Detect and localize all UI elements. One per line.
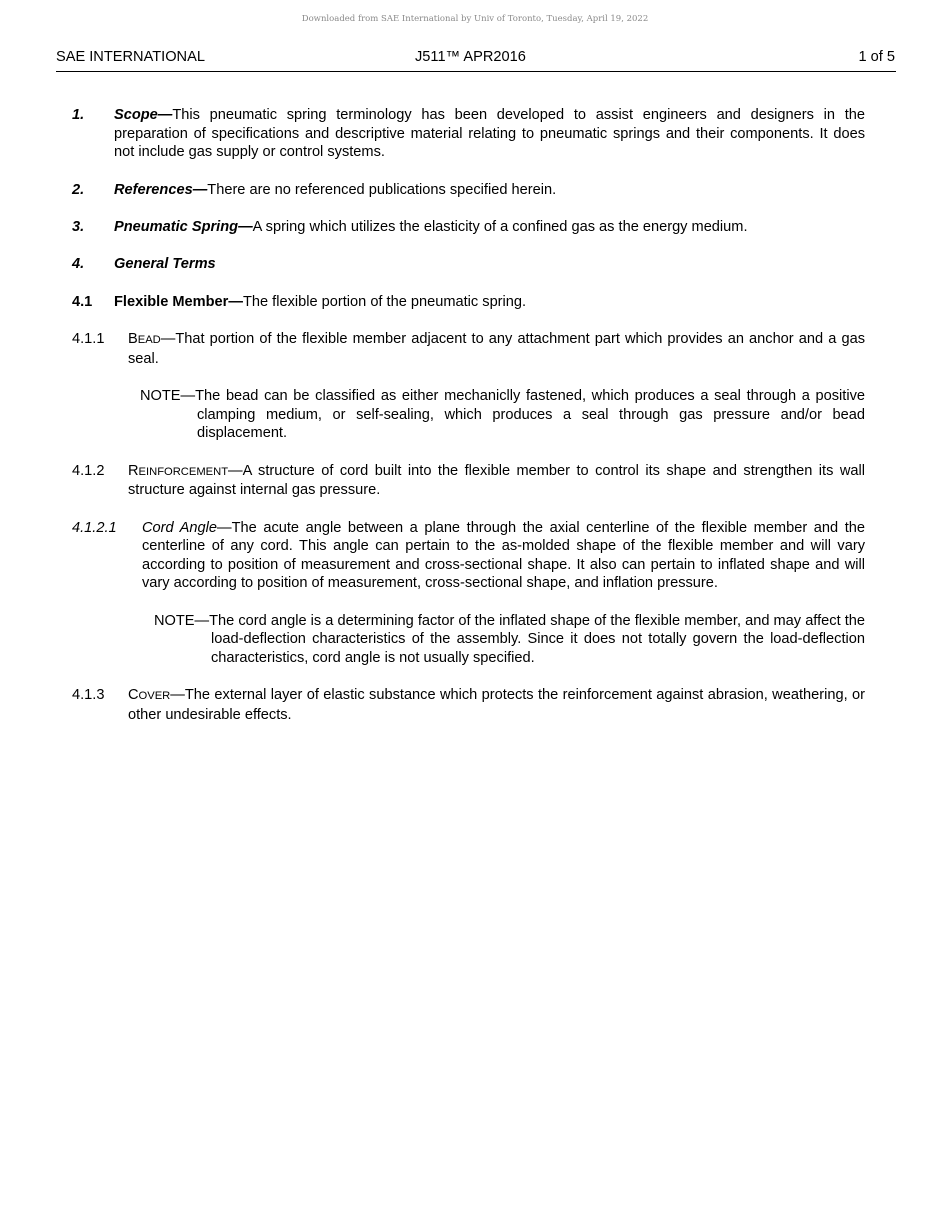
term-initial: C bbox=[128, 687, 139, 704]
term-initial: B bbox=[128, 331, 138, 348]
header-document-id: J511™ APR2016 bbox=[415, 49, 526, 65]
section-number: 2. bbox=[72, 181, 85, 198]
section-number: 4. bbox=[72, 256, 85, 273]
section-number: 4.1.2.1 bbox=[72, 519, 117, 536]
section-body bbox=[114, 218, 865, 237]
term-rest: EAD bbox=[137, 334, 161, 347]
section-text: The flexible portion of the pneumatic spring. bbox=[242, 293, 527, 310]
section-body bbox=[114, 255, 865, 274]
section-references bbox=[72, 181, 865, 200]
section-body bbox=[142, 519, 865, 593]
section-body bbox=[114, 106, 865, 162]
section-text: —The external layer of elastic substance which protects the reinforcement against abrasion, weathering, or other undesirable effects. bbox=[128, 687, 865, 724]
page-header bbox=[56, 48, 896, 72]
section-body bbox=[128, 330, 865, 368]
section-cord-angle bbox=[72, 519, 865, 593]
section-scope bbox=[72, 106, 865, 162]
section-title: Cord Angle bbox=[142, 519, 217, 536]
section-flexible-member bbox=[72, 293, 865, 312]
section-number: 4.1.2 bbox=[72, 462, 105, 479]
section-text: A spring which utilizes the elasticity of a confined gas as the energy medium. bbox=[252, 218, 748, 235]
section-body bbox=[128, 462, 865, 500]
section-text: This pneumatic spring terminology has been developed to assist engineers and designers in the preparation of specifications and descriptive material relating to pneumatic springs and their components. It does not include gas supply or control systems. bbox=[114, 107, 865, 161]
term-rest: OVER bbox=[138, 690, 171, 703]
section-text: —A structure of cord built into the flexible member to control its shape and strengthen its wall structure against internal gas pressure. bbox=[128, 462, 865, 499]
section-number: 3. bbox=[72, 218, 85, 235]
section-title: Scope— bbox=[114, 107, 173, 123]
note-bead: NOTE—The bead can be classified as either mechaniclly fastened, which produces a seal through a positive clamping medium, or self-sealing, which produces a seal through gas pressure and/or bead displacement. bbox=[140, 388, 865, 442]
section-text: —The acute angle between a plane through the axial centerline of the flexible member and the centerline of any cord. This angle can pertain to the as-molded shape of the flexible member and will vary according to position of measurement and cross-sectional shape. It also can pertain to inflated shape and will vary according to position of measurement, cross-sectional shape, and inflation pressure. bbox=[142, 519, 865, 592]
section-title: Pneumatic Spring— bbox=[114, 218, 253, 235]
note-cord-angle: NOTE—The cord angle is a determining factor of the inflated shape of the flexible member, and may affect the load-deflection characteristics of the assembly. Since it does not totally govern the load-deflection characteristics, cord angle is not usually specified. bbox=[154, 612, 865, 667]
section-number: 4.1 bbox=[72, 293, 93, 310]
section-number: 4.1.1 bbox=[72, 331, 105, 348]
section-pneumatic-spring bbox=[72, 218, 865, 237]
document-body bbox=[72, 106, 865, 725]
term-rest: EINFORCEMENT bbox=[138, 465, 229, 478]
term-initial: R bbox=[128, 462, 139, 479]
section-body bbox=[114, 293, 865, 312]
section-title: General Terms bbox=[114, 256, 216, 273]
section-number: 1. bbox=[72, 107, 85, 123]
section-text: —That portion of the flexible member adjacent to any attachment part which provides an anchor and a gas seal. bbox=[128, 331, 865, 367]
section-cover bbox=[72, 686, 865, 724]
section-text: There are no referenced publications specified herein. bbox=[207, 181, 557, 198]
download-watermark: Downloaded from SAE International by Univ of Toronto, Tuesday, April 19, 2022 bbox=[301, 14, 649, 24]
section-body bbox=[114, 181, 865, 200]
section-title: Flexible Member— bbox=[114, 293, 243, 310]
section-body bbox=[128, 686, 865, 724]
header-page-number: 1 of 5 bbox=[858, 49, 895, 65]
section-title: References— bbox=[114, 181, 208, 198]
section-reinforcement bbox=[72, 462, 865, 500]
section-number: 4.1.3 bbox=[72, 687, 105, 704]
section-bead bbox=[72, 330, 865, 368]
section-general-terms bbox=[72, 255, 865, 274]
header-organization: SAE INTERNATIONAL bbox=[56, 49, 205, 65]
